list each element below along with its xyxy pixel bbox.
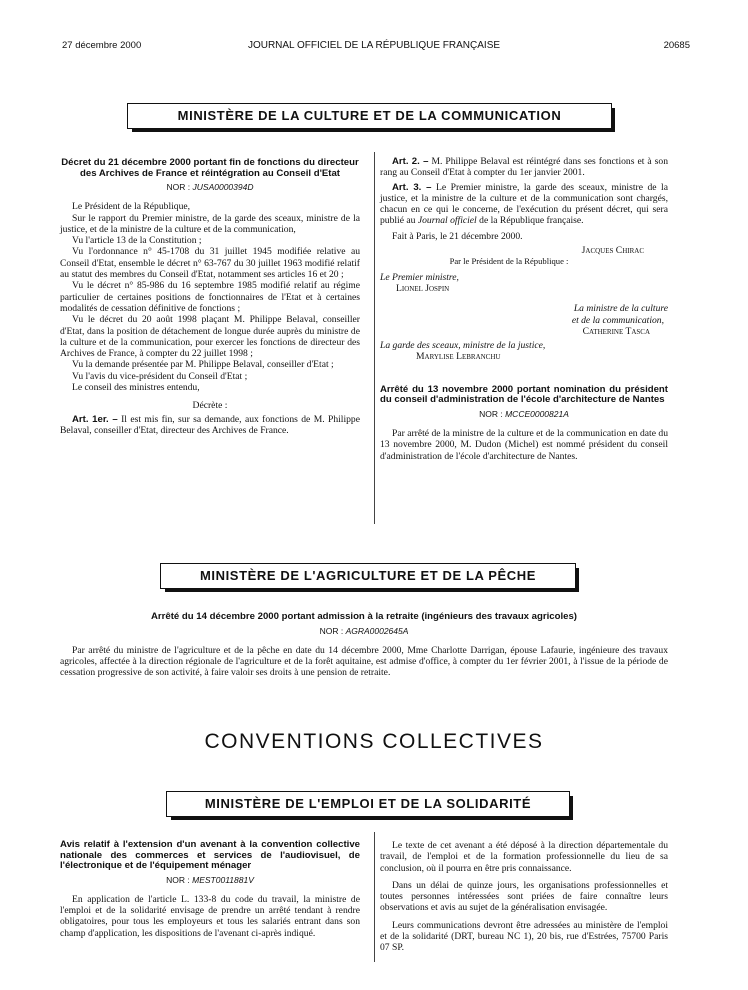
article-3-label: Art. 3. – (392, 181, 432, 193)
article-2 (380, 156, 668, 179)
article-3-journal: Journal officiel (417, 215, 477, 227)
arrete-nantes-nor (380, 409, 668, 420)
nor-code: AGRA0002645A (345, 625, 409, 636)
decret-p8: Vu l'avis du vice-président du Conseil d'Etat ; (72, 370, 248, 382)
ministry-emploi-box (166, 791, 570, 817)
header-date: 27 décembre 2000 (62, 40, 142, 51)
pm-title: Le Premier ministre, (380, 271, 459, 283)
ministry-emploi-title: MINISTÈRE DE L'EMPLOI ET DE LA SOLIDARITÉ (204, 796, 532, 811)
arrete-nantes-title: Arrêté du 13 novembre 2000 portant nomination du président du conseil d'administration de l'école d'architecture de Nantes (380, 383, 668, 406)
emploi-right-column (380, 840, 668, 954)
decret-p5: Vu le décret n° 85-986 du 16 septembre 1985 modifié relatif au régime particulier de certaines positions de fonctionnaires de l'Etat et à certaines modalités de cessation définitive de fonctions ; (60, 280, 360, 314)
article-3 (380, 182, 668, 227)
article-1-text: Il est mis fin, sur sa demande, aux fonctions de M. Philippe Belaval, conseiller d'Etat, directeur des Archives de France. (60, 413, 360, 436)
emploi-right-p2: Dans un délai de quinze jours, les organisations professionnelles et toutes personnes intéressées sont priées de faire connaître leurs observations et avis au sujet de la généralisation envisagée. (380, 879, 668, 914)
decret-right-column (380, 156, 668, 462)
pm-name: Lionel Jospin (396, 282, 450, 294)
nor-label: NOR : (479, 408, 503, 419)
justice-name: Marylise Lebranchu (416, 351, 501, 363)
arrete-nantes (380, 385, 668, 462)
decret-p2: Sur le rapport du Premier ministre, de la garde des sceaux, ministre de la justice, et de la ministre de la culture et de la communication, (60, 212, 360, 235)
emploi-title: Avis relatif à l'extension d'un avenant à la convention collective nationale des commerces et services de l'audiovisuel, de l'électronique et de l'équipement ménager (60, 839, 360, 871)
article-1-label: Art. 1er. – (72, 413, 118, 425)
agriculture-text: Par arrêté du ministre de l'agriculture et de la pêche en date du 14 décembre 2000, Mme Charlotte Darrigan, épouse Lafaurie, ingénieure des travaux agricoles, affectée à la direction régionale de l'agriculture et de la forêt aquitaine, est admise d'office, à compter du 1er février 2001, à l'issue de la période de cessation progressive de son activité, à faire valoir ses droits à une pension de retraite. (60, 644, 668, 679)
emploi-left-column (60, 840, 360, 939)
emploi-nor (60, 875, 360, 886)
culture-title-1: La ministre de la culture (573, 303, 668, 315)
decret-p9: Le conseil des ministres entendu, (72, 382, 200, 394)
column-divider (374, 152, 375, 524)
nor-code: MEST0011881V (192, 874, 254, 885)
journal-title: JOURNAL OFFICIEL DE LA RÉPUBLIQUE FRANÇAISE (247, 40, 501, 51)
agriculture-nor (60, 626, 668, 637)
signature-president: Jacques Chirac (581, 245, 644, 257)
nor-label: NOR : (166, 182, 191, 192)
article-3-text-b: de la République française. (479, 215, 584, 227)
nor-label: NOR : (319, 625, 344, 636)
ministry-culture-title: MINISTÈRE DE LA CULTURE ET DE LA COMMUNICATION (177, 108, 562, 123)
emploi-left-text: En application de l'article L. 133-8 du code du travail, la ministre de l'emploi et de la solidarité envisage de prendre un arrêté tendant à rendre obligatoires, pour tous les employeurs et tous les salariés entrant dans son champ d'application, les dispositions de l'avenant ci-après indiqué. (60, 893, 360, 939)
decret-p6: Vu le décret du 20 août 1998 plaçant M. Philippe Belaval, conseiller d'Etat, dans la position de détachement de longue durée auprès du ministre de la culture et de la communication, pour exercer les fonctions de directeur des Archives de France, à compter du 22 juillet 1998 ; (60, 314, 360, 360)
column-divider-bottom (374, 832, 375, 962)
nor-code: MCCE0000821A (505, 408, 569, 419)
page-number: 20685 (663, 40, 690, 51)
conventions-heading: CONVENTIONS COLLECTIVES (204, 730, 544, 753)
nor-label: NOR : (166, 874, 190, 885)
decret-p3: Vu l'article 13 de la Constitution ; (72, 235, 202, 247)
article-2-text: M. Philippe Belaval est réintégré dans ses fonctions et à son rang au Conseil d'Etat à compter du 1er janvier 2001. (380, 156, 668, 179)
ministry-agriculture-box (160, 563, 576, 589)
article-1 (60, 414, 360, 437)
article-3-text-a: Le Premier ministre, la garde des sceaux, ministre de la justice, et la ministre de la culture et de la communication sont chargés, chacun en ce qui le concerne, de l'exécution du présent décret, qui sera publié au (380, 181, 668, 227)
emploi-right-p1: Le texte de cet avenant a été déposé à la direction départementale du travail, de l'emploi et de la formation professionnelle du lieu de sa conclusion, où il pourra en être pris connaissance. (380, 840, 668, 874)
article-2-label: Art. 2. – (392, 156, 429, 167)
decret-title: Décret du 21 décembre 2000 portant fin de fonctions du directeur des Archives de France et réintégration au Conseil d'Etat (61, 157, 359, 179)
ministry-culture-box (127, 103, 612, 129)
decrete: Décrète : (192, 400, 228, 412)
culture-title-2: et de la communication, (571, 314, 664, 326)
decret-nor (60, 182, 360, 193)
par-le-president: Par le Président de la République : (449, 256, 569, 267)
fait-a-paris: Fait à Paris, le 21 décembre 2000. (392, 230, 523, 242)
decret-p4: Vu l'ordonnance n° 45-1708 du 31 juillet 1945 modifiée relative au Conseil d'Etat, ensemble le décret n° 63-767 du 30 juillet 1963 modifié relatif au statut des membres du Conseil d'Etat, notamment ses articles 16 et 20 ; (60, 246, 360, 281)
decret-left-column (60, 158, 360, 436)
decret-p7: Vu la demande présentée par M. Philippe Belaval, conseiller d'Etat ; (72, 359, 334, 371)
agriculture-title: Arrêté du 14 décembre 2000 portant admission à la retraite (ingénieurs des travaux agricoles) (150, 611, 578, 622)
arrete-nantes-text: Par arrêté de la ministre de la culture et de la communication en date du 13 novembre 2000, M. Dudon (Michel) est nommé président du conseil d'administration de l'école d'architecture de Nantes. (380, 428, 668, 462)
emploi-right-p3: Leurs communications devront être adressées au ministère de l'emploi et de la solidarité (DRT, bureau NC 1), 20 bis, rue d'Estrées, 75700 Paris 07 SP. (380, 919, 668, 954)
agriculture-section (60, 612, 668, 679)
ministry-agriculture-title: MINISTÈRE DE L'AGRICULTURE ET DE LA PÊCHE (199, 568, 537, 583)
nor-code: JUSA0000394D (192, 182, 254, 192)
culture-name: Catherine Tasca (582, 325, 650, 337)
justice-title: La garde des sceaux, ministre de la justice, (380, 340, 546, 352)
decret-p1: Le Président de la République, (72, 201, 191, 213)
